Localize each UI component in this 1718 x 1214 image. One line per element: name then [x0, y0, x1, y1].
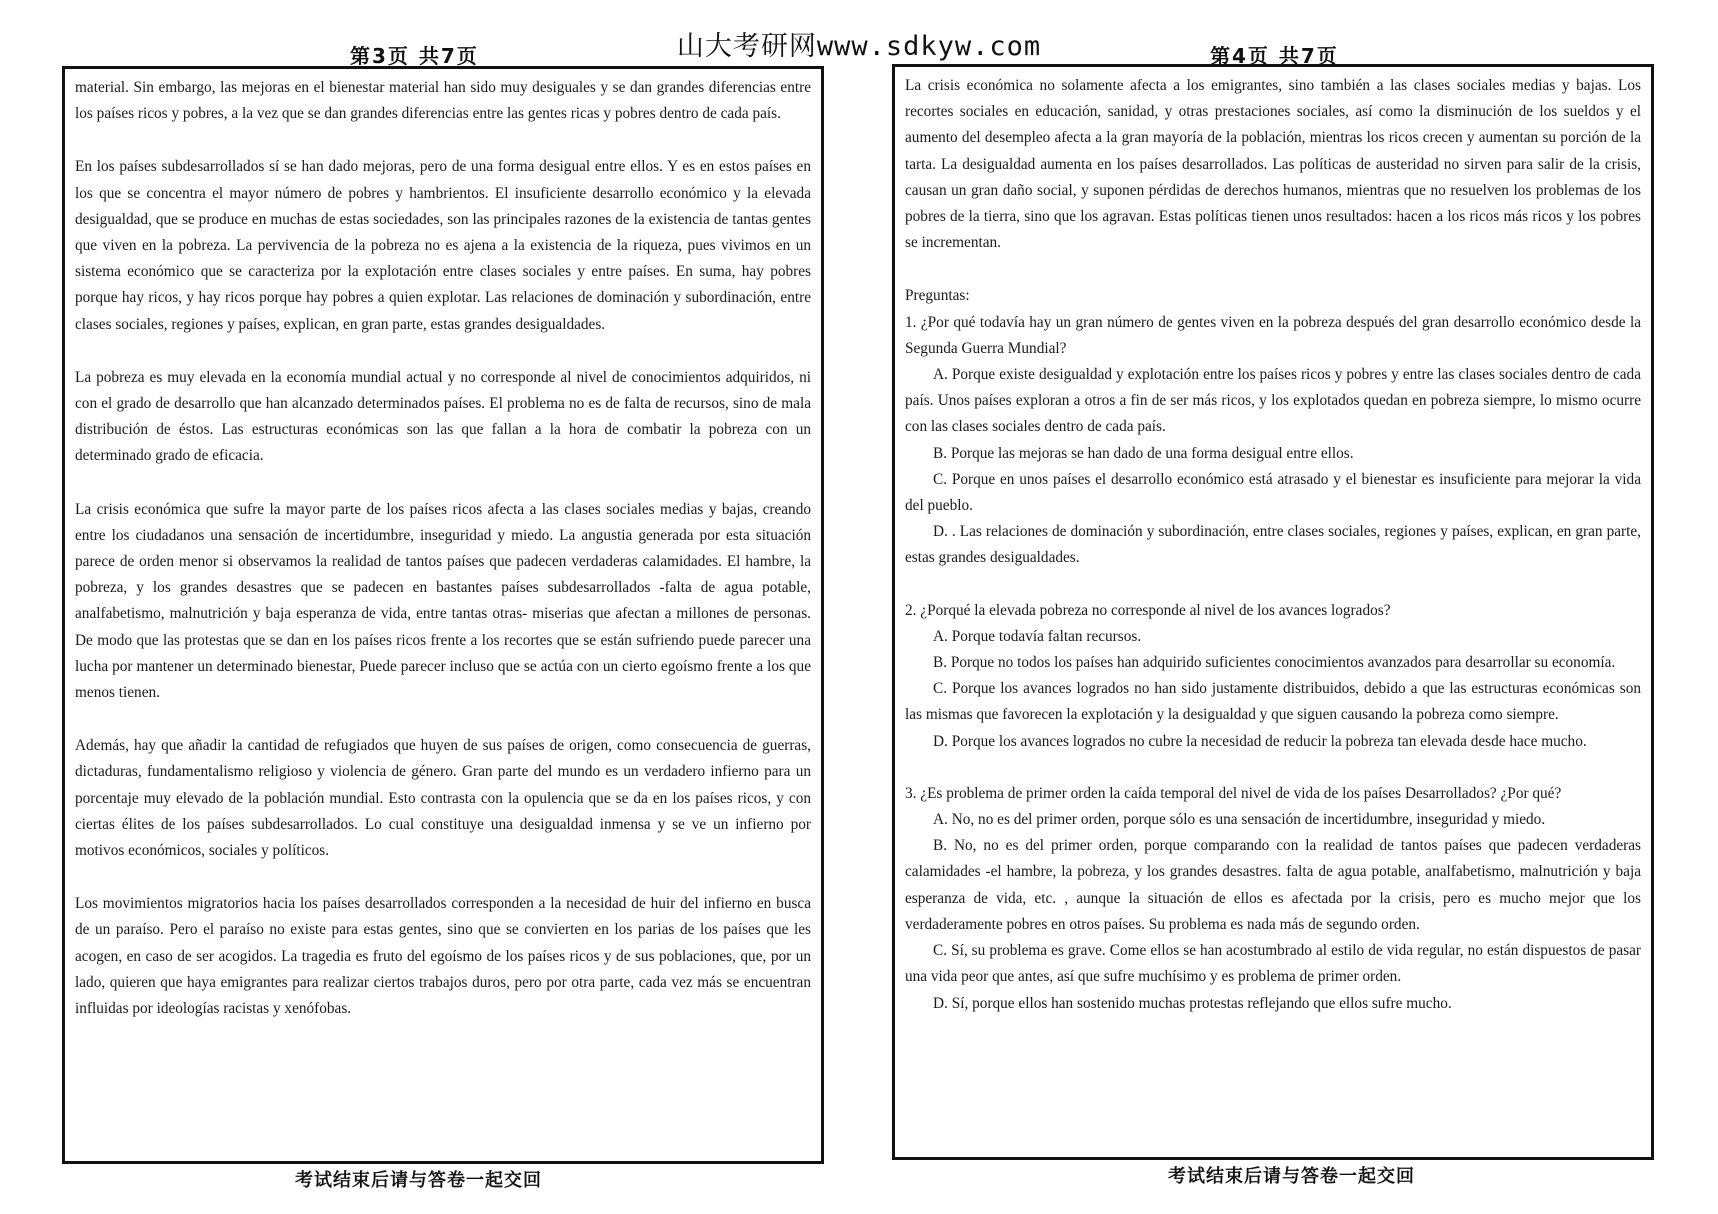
- option-d: D. . Las relaciones de dominación y subordinación, entre clases sociales, regiones y países, explican, en gran parte, estas grandes desigualdades.: [905, 523, 1641, 567]
- option-b: B. No, no es del primer orden, porque comparando con la realidad de tantos países que padecen verdaderas calamidades -el hambre, la pobreza, y los grandes desastres. falta de agua potable, analfabetismo, malnutrición y baja esperanza de vida, etc. , aunque la situación de ellos es afectada por la crisis, pero es mucho mejor que los verdaderamente pobres en otros países. Su problema es nada más de segundo orden.: [905, 837, 1641, 933]
- option-c: C. Sí, su problema es grave. Come ellos se han acostumbrado al estilo de vida regular, no están dispuestos de pasar una vida peor que antes, así que sufre muchísimo y es problema de primer orden.: [905, 942, 1641, 986]
- option-a: A. No, no es del primer orden, porque sólo es una sensación de incertidumbre, inseguridad y miedo.: [933, 811, 1546, 829]
- right-page-frame: [892, 64, 1654, 1160]
- questions-label: Preguntas:: [905, 287, 970, 305]
- option-c: C. Porque los avances logrados no han sido justamente distribuidos, debido a que las estructuras económicas son las mismas que favorecen la explotación y la desigualdad y que siguen causando la pobreza como siempre.: [905, 680, 1641, 724]
- option-a: A. Porque existe desigualdad y explotación entre los países ricos y pobres y entre las clases sociales dentro de cada país. Unos países exploran a otros a fin de ser más ricos, y los explotados quedan en pobreza siempre, lo mismo ocurre con las clases sociales dentro de cada país.: [905, 366, 1641, 436]
- left-footer-note: 考试结束后请与答卷一起交回: [295, 1170, 542, 1191]
- option-d: D. Sí, porque ellos han sostenido muchas protestas reflejando que ellos sufre mucho.: [933, 994, 1452, 1012]
- left-page-number: 第3页 共7页: [350, 44, 479, 68]
- question-2: [905, 598, 1641, 755]
- paragraph: La pobreza es muy elevada en la economía mundial actual y no corresponde al nivel de conocimientos adquiridos, ni con el grado de desarrollo que han alcanzado determinados países. El problema no es de falta de recursos, sino de mala distribución de éstos. Las estructuras económicas son las que fallan a la hora de combatir la pobreza con un determinado grado de eficacia.: [75, 368, 811, 465]
- option-a: A. Porque todavía faltan recursos.: [933, 627, 1142, 645]
- option-d: D. Porque los avances logrados no cubre la necesidad de reducir la pobreza tan elevada desde hace mucho.: [933, 732, 1587, 750]
- question-text: 3. ¿Es problema de primer orden la caída temporal del nivel de vida de los países Desarrollados? ¿Por qué?: [905, 784, 1562, 802]
- option-b: B. Porque no todos los países han adquirido suficientes conocimientos avanzados para desarrollar su economía.: [933, 654, 1616, 672]
- question-text: 2. ¿Porqué la elevada pobreza no corresponde al nivel de los avances logrados?: [905, 601, 1391, 619]
- option-c: C. Porque en unos países el desarrollo económico está atrasado y el bienestar es insuficiente para mejorar la vida del pueblo.: [905, 470, 1641, 515]
- question-text: 1. ¿Por qué todavía hay un gran número de gentes viven en la pobreza después del gran desarrollo económico desde la Segunda Guerra Mundial?: [905, 313, 1641, 357]
- paragraph: Además, hay que añadir la cantidad de refugiados que huyen de sus países de origen, como consecuencia de guerras, dictaduras, fundamentalismo religioso y violencia de género. Gran parte del mundo es un verdadero infierno para un porcentaje muy elevado de la población mundial. Esto contrasta con la opulencia que se da en los países ricos, y con ciertas élites de los países subdesarrollados. Lo cual constituye una desigualdad inmensa y se ve un infierno por motivos económicos, sociales y políticos.: [75, 737, 811, 860]
- right-footer-note: 考试结束后请与答卷一起交回: [1168, 1166, 1415, 1187]
- paragraph: Los movimientos migratorios hacia los países desarrollados corresponden a la necesidad de huir del infierno en busca de un paraíso. Pero el paraíso no existe para estas gentes, sino que se convierten en los parias de los países que les acogen, en caso de ser acogidos. La tragedia es fruto del egoísmo de los países ricos y de sus poblaciones, que, por un lado, quieren que haya emigrantes para realizar ciertos trabajos duros, pero por otra parte, cada vez más se encuentran influidas por ideologías racistas y xenófobas.: [75, 895, 811, 1018]
- question-3: [905, 781, 1641, 1017]
- question-1: [905, 310, 1641, 572]
- paragraph: La crisis económica que sufre la mayor parte de los países ricos afecta a las clases sociales medias y bajas, creando entre los ciudadanos una sensación de incertidumbre, inseguridad y miedo. La angustia generada por esta situación parece de orden menor si observamos la realidad de tantos países que padecen verdaderas calamidades. El hambre, la pobreza, y los grandes desastres que se padecen en bastantes países subdesarrollados -falta de agua potable, analfabetismo, malnutrición y baja esperanza de vida, entre tantas otras- miserias que afectan a millones de personas. De modo que las protestas que se dan en los países ricos frente a los recortes que se están sufriendo puede parecer una lucha por mantener un determinado bienestar, Puede parecer incluso que se actúa con un cierto egoísmo frente a los que menos tienen.: [75, 500, 811, 702]
- option-b: B. Porque las mejoras se han dado de una forma desigual entre ellos.: [933, 444, 1354, 462]
- left-page-frame: [62, 66, 824, 1164]
- paragraph: En los países subdesarrollados sí se han dado mejoras, pero de una forma desigual entre ellos. Y es en estos países en los que se concentra el mayor número de pobres y hambrientos. El insuficiente desarrollo económico y la elevada desigualdad, que se produce en muchas de estas sociedades, son las principales razones de la existencia de tantas gentes que viven en la pobreza. La pervivencia de la pobreza no es ajena a la existencia de la riqueza, pues vivimos en un sistema económico que se caracteriza por la explotación entre clases sociales y entre países. En suma, hay pobres porque hay ricos, y hay ricos porque hay pobres a quien explotar. Las relaciones de dominación y subordinación, entre clases sociales, regiones y países, explican, en gran parte, estas grandes desigualdades.: [75, 158, 811, 333]
- right-page-number: 第4页 共7页: [1210, 44, 1339, 68]
- site-header: 山大考研网www.sdkyw.com: [676, 31, 1042, 62]
- paragraph: material. Sin embargo, las mejoras en el bienestar material han sido muy desiguales y se dan grandes diferencias entre los países ricos y pobres, a la vez que se dan grandes diferencias entre las gentes ricas y pobres dentro de cada país.: [75, 79, 811, 123]
- intro-paragraph: La crisis económica no solamente afecta a los emigrantes, sino también a las clases sociales medias y bajas. Los recortes sociales en educación, sanidad, y otras prestaciones sociales, así como la disminución de los sueldos y el aumento del desempleo afecta a la gran mayoría de la población, mientras los ricos crecen y aumentan su porción de la tarta. La desigualdad aumenta en los países desarrollados. Las políticas de austeridad no sirven para salir de la crisis, causan un gran daño social, y suponen pérdidas de derechos humanos, mientras que no resuelven los problemas de los pobres de la tierra, sino que los agravan. Estas políticas tienen unos resultados: hacen a los ricos más ricos y los pobres se incrementan.: [905, 77, 1641, 252]
